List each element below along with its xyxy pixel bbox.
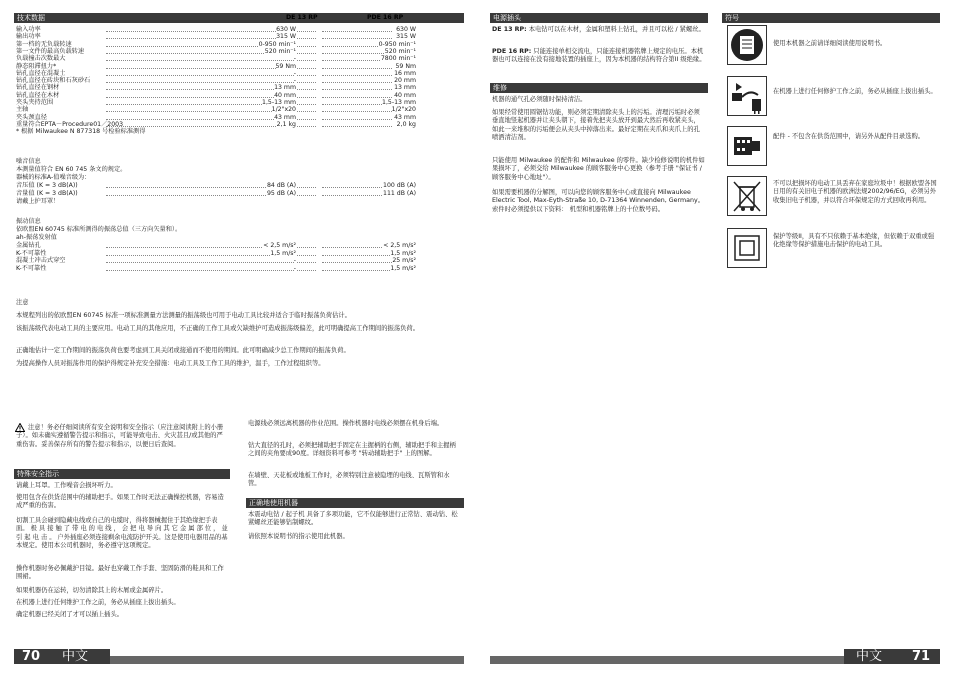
special-p3: 切割工具会碰到隐藏电线或自己的电缆时，得将器械握住于其绝缘把手表面。 极 具 接 触 了 带 电 的 电 线 ， 会 把 电 导 向 其 它 金 属 部 位 ， 並 引 起 电 击 。 户外插座必须连接剩余电流防护开关。这是使用电器用品的基本规定。使用本公司机器时，务必遵守这项规定。 [16, 517, 228, 550]
row-label: 主轴 [16, 106, 29, 114]
leader-dots [322, 262, 392, 263]
leader-dots [322, 97, 392, 98]
data-row [16, 33, 416, 40]
row-label: 混凝土冲击式穿空 [16, 257, 66, 265]
leader-dots [106, 270, 316, 271]
special-p2: 使用包含在供货范围中的辅助把手。如果工作时无法正确操控机器，容易造成严重的伤害。 [16, 494, 224, 510]
leader-dots [322, 89, 392, 90]
row-value-de13rp: 1,5-13 mm [262, 99, 296, 106]
plug-p1-model: DE 13 RP: [492, 26, 527, 33]
row-label: 输入功率 [16, 26, 41, 33]
row-value-pde16rp: 100 dB (A) [383, 182, 416, 189]
data-row [16, 265, 416, 272]
leader-dots [322, 195, 392, 196]
special-p5: 如果机器仍在运转，切勿清除其上的木屑或金属碎片。 [16, 587, 168, 594]
maint-p4: 如果需要机器的分解图，可以向您的顾客服务中心或直接向 Milwaukee Electric Tool, Max-Eyth-Straße 10, D-71364 Winnenden, Germany。索件时必须提供以下资料： 机型和机器铭牌上的十位数号码。 [492, 189, 705, 213]
note-p1: 本规程列出的依欧盟EN 60745 标准一项标准测量方法测量的振荡级也可用于电动工具比较并适合于临时振荡负荷估计。 [16, 312, 351, 319]
leader-dots [322, 270, 392, 271]
data-row [16, 257, 416, 264]
data-row [16, 70, 416, 77]
row-label: 第一档的无负载转速 [16, 40, 72, 48]
leader-dots [322, 187, 392, 188]
row-value-de13rp: - [293, 264, 296, 272]
class-ii-icon [727, 228, 767, 268]
row-value-de13rp: - [293, 77, 296, 85]
data-row [16, 26, 416, 33]
row-value-de13rp: - [293, 69, 296, 77]
maintenance-header: 维修 [490, 83, 708, 93]
usage-header: 正确地使用机器 [246, 498, 464, 508]
row-label: 静态阻滞扭力* [16, 62, 57, 70]
row-value-pde16rp: 1/2"x20 [391, 106, 416, 114]
leader-dots [322, 75, 392, 76]
special-safety-header: 特殊安全指示 [14, 469, 230, 479]
symbol4-text: 不可以把损坏的电动工具丢弃在家庭垃圾中！根据欧盟各国日用的有关旧电子机器的欧洲法规2002/96/EG，必须另外收集旧电子机器，并以符合环保规定的方式回收再利用。 [773, 180, 937, 204]
symbol2-text: 在机器上进行任何修护工作之前，务必从插座上拔出插头。 [773, 88, 937, 95]
tech-footnote: * 根据 Milwaukee N 877318 号检验标准测得 [16, 128, 146, 135]
noise-title: 噪音信息 [16, 158, 41, 165]
vib-title: 振动信息 [16, 218, 41, 225]
row-label: 输出功率 [16, 33, 41, 41]
vib-line1: 依欧盟EN 60745 标准所测得的振荡总值（三方向矢量和）。 [16, 226, 182, 233]
row-value-de13rp: 59 Nm [275, 62, 296, 70]
row-value-de13rp: 1/2"x20 [271, 106, 296, 114]
row-value-pde16rp: 59 Nm [395, 62, 416, 70]
data-row [16, 121, 416, 128]
leader-dots [106, 262, 316, 263]
row-value-pde16rp: 20 mm [394, 77, 416, 85]
leader-dots [322, 38, 392, 39]
col-header-de13rp: DE 13 RP [286, 14, 318, 21]
data-row [16, 250, 416, 257]
leader-dots [106, 75, 316, 76]
col-header-pde16rp: PDE 16 RP [367, 14, 404, 21]
row-label: 夹头夹持范围 [16, 99, 54, 106]
row-value-de13rp: 0-950 min⁻¹ [258, 40, 296, 48]
special-p7: 确定机器已经关闭了才可以插上插头。 [16, 611, 124, 618]
note-title: 注意 [16, 299, 29, 306]
data-row [16, 99, 416, 106]
page-number-left: 70 [22, 649, 41, 664]
leader-dots [322, 68, 392, 69]
row-value-de13rp: < 2,5 m/s² [263, 242, 296, 249]
row-label: 夹头颈直径 [16, 113, 47, 121]
row-label: 钻孔直径在木材 [16, 91, 60, 99]
vib-line2: ah-振荡发射值 [16, 234, 57, 241]
row-label: 音量值 (K = 3 dB(A)) [16, 190, 78, 197]
symbol5-text: 保护等级II，具有不只依赖于基本绝缘，但依赖于双重或强化绝缘等保护措施电击保护的电动工具。 [773, 233, 935, 249]
row-value-de13rp: 2,1 kg [276, 120, 296, 128]
plug-p2-model: PDE 16 RP: [492, 48, 532, 55]
row-value-pde16rp: 0-950 min⁻¹ [378, 40, 416, 48]
row-value-de13rp: 630 W [276, 26, 296, 33]
row-label: 负载撞击次数最大 [16, 55, 66, 63]
data-row [16, 55, 416, 62]
row-value-de13rp: 520 min⁻¹ [264, 47, 296, 55]
read-manual-icon [727, 25, 767, 65]
warning-text: 注意！务必仔细阅读所有安全说明和安全指示（应注意阅读附上的小册子）。如未确实遵循警告提示和指示，可能导致电击、火灾甚且/或其他的严重伤害。妥善保存所有的警告提示和指示，以便日后查阅。 [16, 424, 224, 448]
row-value-de13rp: 95 dB (A) [266, 190, 296, 197]
row-label: 金属钻孔 [16, 242, 41, 249]
row-value-pde16rp: 40 mm [394, 91, 416, 99]
note-p2: 该振荡级代表电动工具的主要应用。电动工具的其他应用，不正确的工作工具或欠缺维护可造成振荡级偏差，此可明确提高工作期间的振荡负荷。 [16, 325, 419, 332]
mid-p3: 在墙壁、天花板或地板工作时，必须特别注意被隐埋的电线、瓦斯管和水管。 [248, 472, 450, 488]
special-p1: 请戴上耳罩。工作噪音会损坏听力。 [16, 482, 117, 489]
usage-p2: 请依照本说明书的指示使用此机器。 [248, 533, 349, 540]
row-value-pde16rp: 16 mm [394, 69, 416, 77]
row-value-pde16rp: < 2,5 m/s² [383, 242, 416, 249]
plug-header: 电源插头 [490, 13, 708, 23]
data-row [16, 114, 416, 121]
leader-dots [106, 82, 316, 83]
leader-dots [322, 247, 392, 248]
row-label: K-不可靠性 [16, 264, 47, 272]
leader-dots [322, 53, 392, 54]
unplug-icon [727, 76, 767, 116]
row-value-de13rp: 1,5 m/s² [270, 249, 296, 257]
data-row [16, 48, 416, 55]
noise-line1: 本测量值符合 EN 60 745 条文的规定。 [16, 166, 127, 173]
row-value-pde16rp: 7800 min⁻¹ [380, 55, 416, 63]
row-value-pde16rp: 25 m/s² [392, 257, 416, 265]
leader-dots [106, 60, 316, 61]
row-value-de13rp: - [293, 257, 296, 265]
row-label: K-不可靠性 [16, 249, 47, 257]
row-value-pde16rp: 520 min⁻¹ [384, 47, 416, 55]
maint-p1: 机器的通气孔必须随时保持清洁。 [492, 96, 587, 103]
leader-dots [322, 255, 392, 256]
row-value-pde16rp: 630 W [396, 26, 416, 33]
weee-bin-icon [727, 176, 767, 216]
row-value-pde16rp: 1,5-13 mm [382, 99, 416, 106]
row-value-pde16rp: 111 dB (A) [383, 190, 416, 197]
data-row [16, 84, 416, 91]
maint-p2: 如果经常使用圆锯钻功能，则必须定期清除夹头上的污垢。清理污垢时必须垂直地竖起机器并让夹头朝下，接着先把夹头放开到最大然后再收紧夹头，如此一来堆积的污垢便会从夹头中掉落出来。最好定期在夹爪和夹爪上的孔喷洒清洁剂。 [492, 109, 700, 142]
row-value-pde16rp: 1,5 m/s² [390, 249, 416, 257]
row-value-de13rp: 84 dB (A) [266, 182, 296, 189]
plug-p2-text: 只能连接单相交流电，只能连接机器铭牌上规定的电压。本机器也可以连接在没有接地装置的插座上，因为本机器的结构符合第II 级绝缘。 [492, 48, 706, 64]
page-number-right: 71 [912, 649, 931, 664]
row-value-pde16rp: 43 mm [394, 113, 416, 121]
data-row [16, 242, 416, 249]
symbols-header: 符号 [722, 13, 940, 23]
usage-p1: 本震动电钻 / 起子机 具备了多项功能，它不仅能够进行正常钻、震动钻、松紧螺丝还能够钻制螺纹。 [248, 511, 458, 527]
row-value-de13rp: 13 mm [274, 84, 296, 92]
data-row [16, 182, 416, 189]
tech-data-header: 技术数据 [14, 13, 464, 23]
symbol3-text: 配件 - 不包含在供货范围中，请另外从配件目录选购。 [773, 133, 925, 140]
leader-dots [322, 126, 392, 127]
special-p4: 操作机器时务必佩戴护目镜。最好也穿戴工作手套、坚固防滑的鞋具和工作围裙。 [16, 565, 224, 581]
mid-p1: 电源线必须远离机器的作业范围。操作机器时电线必须摆在机身后端。 [248, 420, 444, 427]
lang-label-left: 中文 [62, 649, 89, 664]
maint-p3: 只能使用 Milwaukee 的配件和 Milwaukee 的零件。缺少检修说明的机件如果损坏了，必须交给 Milwaukee 的顾客服务中心更换（参考手册 "保证书 / 顾客服务中心地址"）。 [492, 157, 705, 181]
noise-line3: 请戴上护耳罩！ [16, 198, 60, 205]
plug-p2 [492, 48, 706, 65]
data-row [16, 92, 416, 99]
leader-dots [322, 31, 392, 32]
note-p3: 正确地估计一定工作期间的振荡负荷也要考虑到工具关闭或接通而不使用的期间。此可明确减少总工作期间的振荡负荷。 [16, 347, 350, 354]
data-row [16, 63, 416, 70]
data-row [16, 41, 416, 48]
row-value-de13rp: 43 mm [274, 113, 296, 121]
row-label: 第一文件的最高负载转速 [16, 47, 85, 55]
special-p6: 在机器上进行任何维护工作之前，务必从插座上拔出插头。 [16, 599, 180, 606]
data-row [16, 77, 416, 84]
mid-p2: 钻大直径的孔时，必须把辅助把手固定在主握柄的右侧，辅助把手和主握柄之间的夹角要成90度。详细资料可参考 "转动辅助把手" 上的图解。 [248, 442, 456, 458]
row-value-pde16rp: 13 mm [394, 84, 416, 92]
plug-p1 [492, 26, 706, 34]
data-row [16, 190, 416, 197]
row-value-de13rp: 315 W [276, 33, 296, 41]
leader-dots [322, 82, 392, 83]
symbol1-text: 使用本机器之前请详细阅读使用说明书。 [773, 40, 887, 47]
lang-label-right: 中文 [856, 649, 883, 664]
row-value-pde16rp: 1,5 m/s² [390, 264, 416, 272]
row-label: 钻孔直径在混凝土 [16, 69, 66, 77]
accessory-icon [727, 126, 767, 166]
row-label: 重量符合EPTA－Procedure01／2003 [16, 120, 124, 128]
row-value-pde16rp: 2,0 kg [396, 120, 416, 128]
row-value-de13rp: 40 mm [274, 91, 296, 99]
data-row [16, 106, 416, 113]
row-label: 钻孔直径在钢材 [16, 84, 60, 92]
leader-dots [322, 119, 392, 120]
noise-line2: 器械的标准A-值噪音级为： [16, 174, 91, 181]
row-label: 音压值 (K = 3 dB(A)) [16, 182, 78, 189]
row-value-pde16rp: 315 W [396, 33, 416, 41]
note-p4: 为提高操作人员对振荡作用的保护得规定补充安全措施：电动工具及工作工具的维护，温手，工作过程组织等。 [16, 360, 325, 367]
plug-p1-text: 本电钻可以在木材，金属和塑料上钻孔，并且可以松 / 紧螺丝。 [528, 26, 705, 33]
row-label: 钻孔直径在砖块和石灰砂石 [16, 77, 91, 85]
leader-dots [322, 111, 392, 112]
row-value-de13rp: - [293, 55, 296, 63]
